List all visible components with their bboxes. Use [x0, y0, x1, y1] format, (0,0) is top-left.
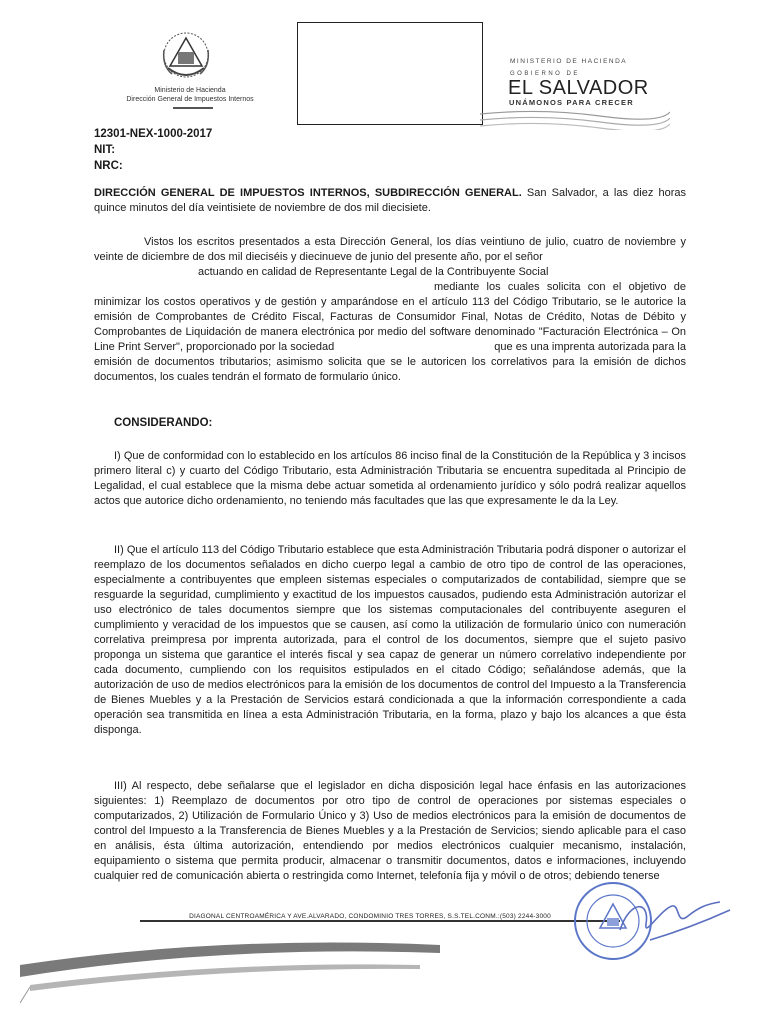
- country-name: EL SALVADOR: [508, 77, 649, 99]
- footer-rule: [140, 920, 620, 922]
- considerando-paragraph-2: II) Que el artículo 113 del Código Tributario establece que esta Administración Tributaria podrá disponer o autorizar el reemplazo de los documentos señalados en dicho cuerpo legal a cambio de otro tipo de control de las operaciones, especialmente a contribuyentes que empleen sistemas especiales o computarizados de contabilidad, siempre que se resguarde la seguridad, cumplimiento y exactitud de los impuestos causados, pudiendo esta Administración autorizar el uso electrónico de tales documentos siempre que los sistemas computacionales del contribuyente aseguren el cumplimiento y veracidad de los impuestos que se causen, así como la utilización de formulario único con numeración correlativa preimpresa por imprenta autorizada, para el control de los documentos, siempre que el sujeto pasivo proponga un sistema que garantice el interés fiscal y sea capaz de generar un número correlativo independiente por cada documento, cumpliendo con los requisitos estipulados en el citado Código; señalándose además, que la autorización de uso de medios electrónicos para la emisión de los documentos de control del Impuesto a la Transferencia de Bienes Muebles y a la Prestación de Servicios estará condicionada a que la información correspondiente a cada operación sea transmitida en línea a esta Administración Tributaria, en la forma, plazo y bajo los alcances a que ésta disponga.: [94, 544, 686, 736]
- vistos-text-d: que es una imprenta autorizada para la emisión de documentos tributarios; asimismo solicita que se le autoricen los correlativos para la emisión de dichos documentos, los cuales tendrán el formato de formulario único.: [94, 341, 686, 383]
- waves-decoration-icon: [480, 108, 670, 130]
- nrc-label: NRC:: [94, 160, 123, 172]
- vistos-text-a: Vistos los escritos presentados a esta Dirección General, los días veintiuno de julio, cuatro de noviembre y veinte de diciembre de dos mil dieciséis y diecinueve de junio del presente año, por el señor: [94, 236, 686, 263]
- redacted-box: [297, 22, 483, 125]
- ministry-name: Ministerio de Hacienda: [154, 87, 226, 94]
- nit-label: NIT:: [94, 144, 116, 156]
- government-tagline: UNÁMONOS PARA CRECER: [509, 98, 634, 107]
- right-ministry-label: MINISTERIO DE HACIENDA: [510, 58, 628, 65]
- vistos-text-c: mediante los cuales solicita con el objetivo de minimizar los costos operativos y de gestión y amparándose en el artículo 113 del Código Tributario, se le autorice la emisión de Comprobantes de Crédito Fiscal, Facturas de Consumidor Final, Notas de Crédito, Notas de Débito y Comprobantes de Liquidación de manera electrónica por medio del software denominado "Facturación Electrónica – On Line Print Server", proporcionado por la sociedad: [94, 281, 686, 353]
- right-gobierno-label: GOBIERNO DE: [510, 71, 580, 77]
- intro-paragraph: [94, 186, 686, 216]
- vistos-paragraph: [94, 235, 686, 385]
- intro-text: San Salvador, a las diez horas quince minutos del día veintisiete de noviembre de dos mil diecisiete.: [94, 187, 686, 214]
- document-identifiers: [94, 126, 212, 174]
- reference-number: 12301-NEX-1000-2017: [94, 128, 213, 140]
- swoosh-decoration-icon: [20, 925, 440, 1005]
- considerando-heading: CONSIDERANDO:: [114, 417, 213, 429]
- header-divider: [173, 107, 213, 109]
- considerando-paragraph-3: III) Al respecto, debe señalarse que el legislador en dicha disposición legal hace énfasis en las autorizaciones siguientes: 1) Reemplazo de documentos por otro tipo de control de operaciones por sistemas especiales o computarizados, 2) Utilización de Formulario Único y 3) Uso de medios electrónicos para la emisión de documentos de control del Impuesto a la Transferencia de Bienes Muebles y a la Prestación de Servicios; siendo aplicable para el caso en análisis, ésta última autorización, entendiendo por medios electrónicos cualquier mecanismo, instalación, equipamiento o sistema que permita producir, almacenar o transmitir documentos, datos e informaciones, incluyendo cualquier red de comunicación abierta o restringida como Internet, telefonía fija y móvil o de otros; debiendo tenerse: [94, 780, 686, 882]
- signature-icon: [610, 880, 740, 950]
- footer-address: DIAGONAL CENTROAMÉRICA Y AVE.ALVARADO, CONDOMINIO TRES TORRES, S.S.TEL.CONM.:(503) 2244-3000: [140, 913, 600, 920]
- considerando-paragraph-1: I) Que de conformidad con lo establecido en los artículos 86 inciso final de la Constitución de la República y 3 incisos primero literal c) y cuarto del Código Tributario, esta Administración Tributaria se encuentra supeditada al Principio de Legalidad, el cual establece que la misma debe actuar sometida al ordenamiento jurídico y sólo podrá realizar aquellos actos que autorice dicho ordenamiento, no teniendo más facultades que las que expresamente le da la Ley.: [94, 450, 686, 507]
- directorate-name: Dirección General de Impuestos Internos: [126, 96, 254, 103]
- coat-of-arms-seal-icon: [158, 30, 214, 84]
- intro-heading: DIRECCIÓN GENERAL DE IMPUESTOS INTERNOS, SUBDIRECCIÓN GENERAL.: [94, 187, 522, 199]
- vistos-text-b: actuando en calidad de Representante Legal de la Contribuyente Social: [198, 266, 549, 278]
